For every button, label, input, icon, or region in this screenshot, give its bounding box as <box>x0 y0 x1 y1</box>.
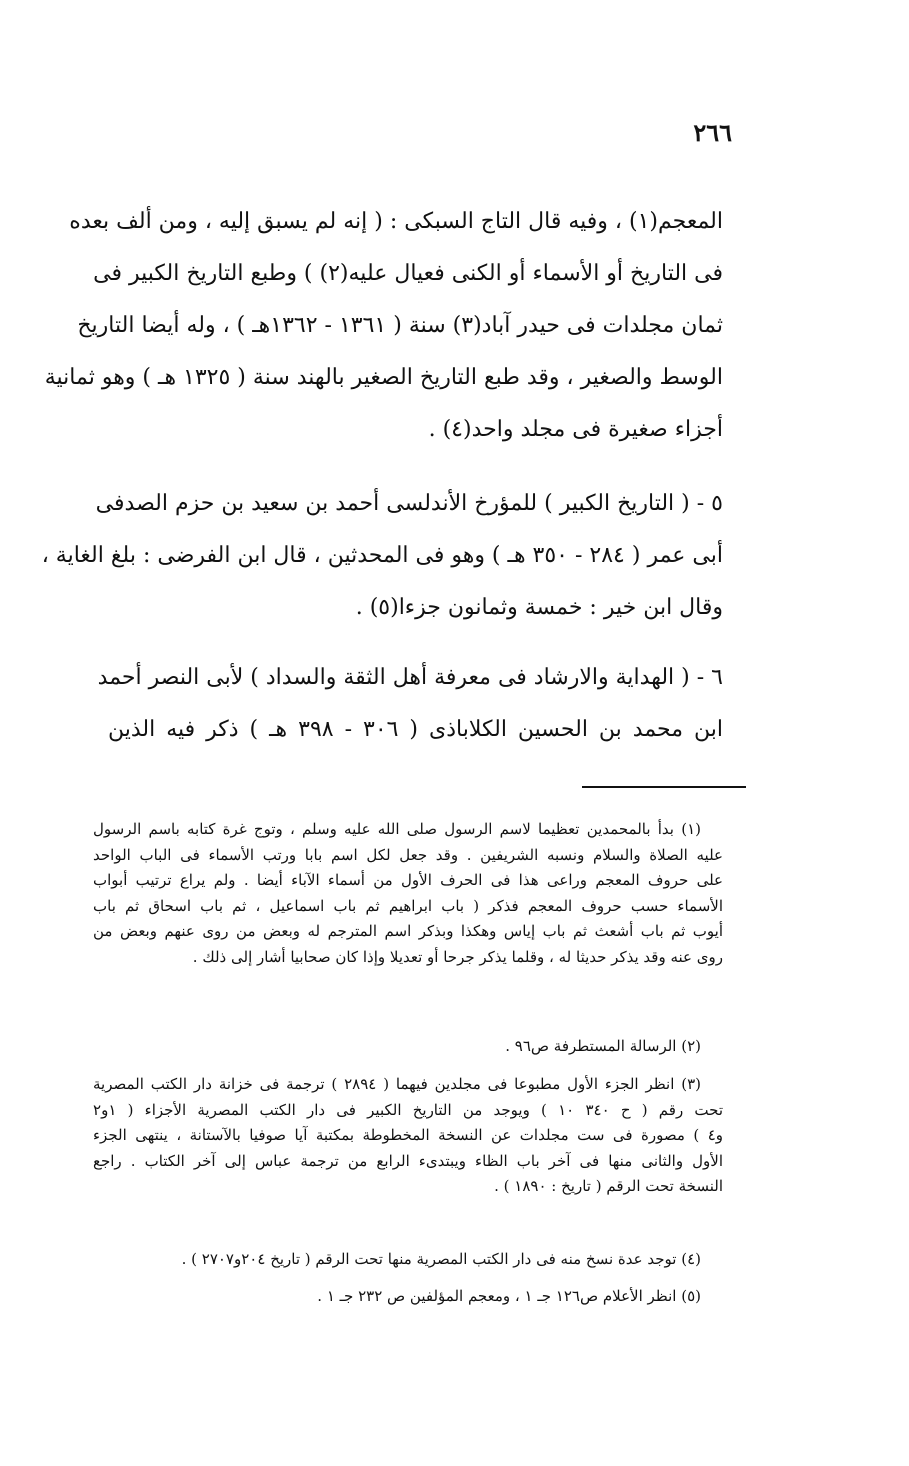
footnote-line: تحت رقم ( ح ٣٤٠ ١٠ ) ويوجد من التاريخ الكبير فى دار الكتب المصرية الأجزاء ( ١و٢ <box>93 1100 723 1119</box>
footnote-line: (١) بدأ بالمحمدين تعظيما لاسم الرسول صلى الله عليه وسلم ، وتوج غرة كتابه باسم الرسول <box>93 820 701 838</box>
footnote-line: (٣) انظر الجزء الأول مطبوعا فى مجلدين فيهما ( ٢٨٩٤ ) ترجمة فى خزانة دار الكتب المصرية <box>93 1075 701 1093</box>
footnote-line: الأسماء حسب حروف المعجم فذكر ( باب ابراهيم ثم باب اسماعيل ، ثم باب اسحاق ثم باب <box>93 896 723 915</box>
paragraph-3 <box>97 652 723 756</box>
footnote-line: (٥) انظر الأعلام ص١٢٦ جـ ١ ، ومعجم المؤلفين ص ٢٣٢ جـ ١ . <box>317 1287 701 1305</box>
text-line: الوسط والصغير ، وقد طبع التاريخ الصغير بالهند سنة ( ١٣٢٥ هـ ) وهو ثمانية <box>44 365 723 390</box>
text-line: وقال ابن خير : خمسة وثمانون جزءا(٥) . <box>355 595 723 620</box>
text-line: ٥ - ( التاريخ الكبير ) للمؤرخ الأندلسى أحمد بن سعيد بن حزم الصدفى <box>95 491 723 516</box>
footnote-line: النسخة تحت الرقم ( تاريخ : ١٨٩٠ ) . <box>494 1177 723 1195</box>
footnote-line: (٤) توجد عدة نسخ منه فى دار الكتب المصرية منها تحت الرقم ( تاريخ ٢٠٤و٢٧٠٧ ) . <box>181 1250 701 1268</box>
paragraph-2 <box>41 478 723 634</box>
text-line: أبى عمر ( ٢٨٤ - ٣٥٠ هـ ) وهو فى المحدثين ، قال ابن الفرضى : بلغ الغاية ، <box>41 543 723 568</box>
footnote-line: روى عنه وقد يذكر حديثا له ، وقلما يذكر جرحا أو تعديلا وإذا كان صحابيا أشار إلى ذلك . <box>192 947 723 966</box>
paragraph-1 <box>44 196 723 456</box>
footnote-5 <box>93 1284 723 1310</box>
text-line: أجزاء صغيرة فى مجلد واحد(٤) . <box>428 417 723 442</box>
footnote-line: الأول والثانى منها فى آخر باب الظاء ويبتدىء الرابع من ترجمة عباس إلى آخر الكتاب . راجع <box>93 1151 723 1170</box>
footnote-2 <box>93 1034 723 1060</box>
footnote-4 <box>93 1247 723 1273</box>
footnote-line: أيوب ثم باب أشعث ثم باب إياس وهكذا وبذكر اسم المترجم له وبعض من روى عنهم وبعض من <box>93 922 723 940</box>
footnote-line: عليه الصلاة والسلام ونسبه الشريفين . وقد جعل لكل اسم بابا ورتب الأسماء فى الباب الواحد <box>93 845 723 864</box>
footnote-1 <box>93 817 723 970</box>
text-line: ٦ - ( الهداية والارشاد فى معرفة أهل الثقة والسداد ) لأبى النصر أحمد <box>97 665 723 690</box>
text-line: ثمان مجلدات فى حيدر آباد(٣) سنة ( ١٣٦١ - ١٣٦٢هـ ) ، وله أيضا التاريخ <box>77 313 723 338</box>
text-line: المعجم(١) ، وفيه قال التاج السبكى : ( إنه لم يسبق إليه ، ومن ألف بعده <box>69 209 723 234</box>
footnote-line: على حروف المعجم وراعى هذا فى الحرف الأول من أسماء الآباء أيضا . ولم يراع ترتيب أبواب <box>93 871 723 889</box>
footnote-divider <box>582 786 746 788</box>
footnote-3 <box>93 1072 723 1200</box>
footnote-line: (٢) الرسالة المستطرفة ص٩٦ . <box>505 1037 701 1055</box>
page-number: ٢٦٦ <box>693 118 732 147</box>
text-line: ابن محمد بن الحسين الكلاباذى ( ٣٠٦ - ٣٩٨ هـ ) ذكر فيه الذين <box>108 717 723 742</box>
text-line: فى التاريخ أو الأسماء أو الكنى فعيال عليه(٢) ) وطبع التاريخ الكبير فى <box>93 261 723 286</box>
footnote-line: و٤ ) مصورة فى ست مجلدات عن النسخة المخطوطة بمكتبة آيا صوفيا بالآستانة ، ينتهى الجزء <box>93 1126 723 1144</box>
